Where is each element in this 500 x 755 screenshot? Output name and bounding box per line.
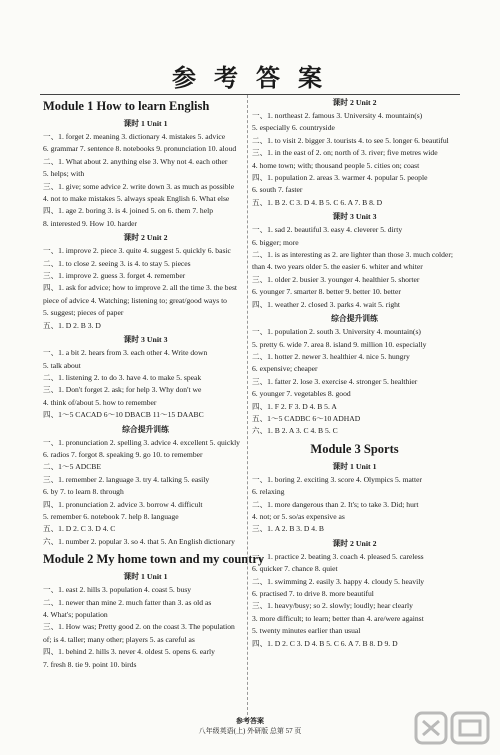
answer-line: 7. fresh 8. tie 9. point 10. birds bbox=[43, 659, 137, 669]
section-heading: 综合提升训练 bbox=[331, 314, 378, 324]
module-heading: Module 3 Sports bbox=[310, 441, 399, 456]
answer-line: 6. by 7. to learn 8. through bbox=[43, 487, 124, 497]
answer-line: 6. radios 7. forgot 8. speaking 9. go 10. to remember bbox=[43, 449, 203, 459]
footer-title: 参考答案 bbox=[236, 717, 264, 725]
section-heading: 综合提升训练 bbox=[122, 424, 169, 434]
answer-line: 6. relaxing bbox=[252, 487, 285, 497]
answer-line: 3. more difficult; to learn; better than 4. are/were against bbox=[252, 613, 424, 623]
section-heading: 课时 1 Unit 1 bbox=[332, 461, 377, 471]
answer-line: of; is 4. taller; many other; players 5. as careful as bbox=[43, 634, 195, 644]
answer-line: 二、1. hotter 2. newer 3. healthier 4. nice 5. hungry bbox=[252, 351, 410, 361]
answer-line: 6. quicker 7. chance 8. quiet bbox=[252, 564, 338, 574]
answer-line: 三、1. give; some advice 2. write down 3. as much as possible bbox=[43, 181, 235, 191]
page-title: 参 考 答 案 bbox=[172, 66, 328, 92]
answer-line: 一、1. a bit 2. hears from 3. each other 4. Write down bbox=[43, 348, 208, 358]
answer-line: 四、1. pronunciation 2. advice 3. borrow 4. difficult bbox=[43, 499, 203, 509]
section-heading: 课时 2 Unit 2 bbox=[332, 98, 377, 107]
answer-line: 四、1. population 2. areas 3. warmer 4. popular 5. people bbox=[252, 173, 428, 183]
answer-line: 一、1. boring 2. exciting 3. score 4. Olympics 5. matter bbox=[252, 474, 422, 484]
answer-line: 三、1. How was; Pretty good 2. on the coast 3. The population bbox=[43, 622, 235, 632]
answer-line: 5. talk about bbox=[43, 360, 81, 370]
answer-line: 四、1. ask for advice; how to improve 2. all the time 3. the best bbox=[43, 283, 238, 293]
answer-line: 一、1. sad 2. beautiful 3. easy 4. cleverer 5. dirty bbox=[252, 225, 403, 235]
answer-line: piece of advice 4. Watching; listening to; great/good ways to bbox=[43, 295, 227, 305]
answer-line: 二、1. swimming 2. easily 3. happy 4. cloudy 5. heavily bbox=[252, 576, 425, 586]
answer-line: 6. expensive; cheaper bbox=[252, 364, 318, 374]
section-heading: 课时 3 Unit 3 bbox=[123, 335, 168, 345]
answer-line: than 4. two years older 5. the easier 6. whiter and whiter bbox=[252, 262, 423, 272]
answer-line: 三、1. in the east of 2. on; north of 3. river; five metres wide bbox=[252, 148, 438, 158]
section-heading: 课时 1 Unit 1 bbox=[123, 572, 168, 582]
left-column bbox=[43, 95, 265, 671]
answer-line: 三、1. improve 2. guess 3. forget 4. remember bbox=[43, 271, 186, 281]
answer-line: 二、1. newer than mine 2. much fatter than 3. as old as bbox=[43, 597, 212, 607]
answer-line: 一、1. improve 2. piece 3. quite 4. suggest 5. quickly 6. basic bbox=[43, 246, 231, 256]
answer-line: 一、1. population 2. south 3. University 4. mountain(s) bbox=[252, 327, 421, 337]
answer-line: 二、1. is as interesting as 2. are lighter than those 3. much colder; bbox=[252, 250, 453, 260]
answer-line: 4. not to make mistakes 5. always speak English 6. What else bbox=[43, 194, 230, 204]
answer-line: 四、1. behind 2. hills 3. never 4. oldest 5. opens 6. early bbox=[43, 647, 215, 657]
section-heading: 课时 3 Unit 3 bbox=[332, 212, 377, 222]
answer-line: 4. not; or 5. so/as expensive as bbox=[252, 511, 345, 521]
answer-line: 6. south 7. faster bbox=[252, 185, 303, 195]
section-heading: 课时 1 Unit 1 bbox=[123, 119, 168, 128]
answer-line: 四、1～5 CACAD 6～10 DBACB 11～15 DAABC bbox=[43, 410, 204, 420]
answer-line: 8. interested 9. How 10. harder bbox=[43, 218, 138, 228]
answer-line: 5. remember 6. notebook 7. help 8. language bbox=[43, 511, 179, 521]
right-column bbox=[252, 95, 457, 650]
answer-line: 6. practised 7. to drive 8. more beautiful bbox=[252, 589, 374, 598]
module-heading: Module 2 My home town and my country bbox=[43, 552, 265, 567]
answer-line: 六、1. B 2. A 3. C 4. B 5. C bbox=[252, 426, 338, 436]
answer-line: 五、1. B 2. C 3. D 4. B 5. C 6. A 7. B 8. D bbox=[252, 197, 383, 207]
answer-line: 二、1. to close 2. seeing 3. is 4. to stay 5. pieces bbox=[43, 258, 191, 268]
answer-line: 二、1. What about 2. anything else 3. Why not 4. each other bbox=[43, 156, 228, 166]
answer-line: 三、1. older 2. busier 3. younger 4. healthier 5. shorter bbox=[252, 274, 420, 284]
answer-line: 6. younger 7. smarter 8. better 9. better 10. better bbox=[252, 287, 401, 297]
answer-line: 6. younger 7. vegetables 8. good bbox=[252, 389, 351, 399]
answer-line: 一、1. practice 2. beating 3. coach 4. pleased 5. careless bbox=[252, 551, 424, 561]
column-divider bbox=[247, 95, 248, 715]
answer-line: 三、1. remember 2. language 3. try 4. talking 5. easily bbox=[43, 474, 210, 484]
module-heading: Module 1 How to learn English bbox=[43, 99, 210, 113]
answer-line: 4. home town; with; thousand people 5. cities on; coast bbox=[252, 160, 420, 170]
answer-line: 三、1. fatter 2. lose 3. exercise 4. stronger 5. healthier bbox=[252, 376, 418, 386]
answer-line: 二、1. to visit 2. bigger 3. tourists 4. to see 5. longer 6. beautiful bbox=[252, 135, 449, 145]
answer-line: 5. twenty minutes earlier than usual bbox=[252, 626, 361, 636]
answer-line: 4. think of/about 5. how to remember bbox=[43, 397, 157, 407]
answer-line: 二、1～5 ADCBE bbox=[43, 462, 102, 472]
answer-line: 四、1. age 2. boring 3. is 4. joined 5. on 6. them 7. help bbox=[43, 206, 213, 216]
answer-line: 一、1. east 2. hills 3. population 4. coast 5. busy bbox=[43, 585, 192, 595]
answer-line: 四、1. D 2. C 3. D 4. B 5. C 6. A 7. B 8. D 9. D bbox=[252, 638, 398, 648]
answer-line: 四、1. F 2. F 3. D 4. B 5. A bbox=[252, 401, 337, 411]
answer-line: 二、1. more dangerous than 2. It's; to take 3. Did; hurt bbox=[252, 499, 419, 509]
answer-line: 一、1. northeast 2. famous 3. University 4. mountain(s) bbox=[252, 111, 423, 120]
footer-subtitle: 八年级英语(上) 外研版 总第 57 页 bbox=[198, 727, 302, 735]
answer-line: 六、1. number 2. popular 3. so 4. that 5. An English dictionary bbox=[43, 536, 235, 546]
answer-line: 5. especially 6. countryside bbox=[252, 123, 335, 133]
answer-line: 6. grammar 7. sentence 8. notebooks 9. pronunciation 10. aloud bbox=[43, 144, 237, 154]
answer-line: 4. What's; population bbox=[43, 610, 108, 619]
answer-line: 一、1. forget 2. meaning 3. dictionary 4. mistakes 5. advice bbox=[43, 132, 226, 141]
answer-line: 四、1. weather 2. closed 3. parks 4. wait 5. right bbox=[252, 299, 401, 309]
answer-line: 三、1. A 2. B 3. D 4. B bbox=[252, 524, 324, 534]
answer-line: 一、1. pronunciation 2. spelling 3. advice 4. excellent 5. quickly bbox=[43, 437, 240, 447]
answer-line: 6. bigger; more bbox=[252, 237, 299, 247]
section-heading: 课时 2 Unit 2 bbox=[332, 538, 377, 548]
section-heading: 课时 2 Unit 2 bbox=[123, 233, 168, 243]
answer-line: 5. helps; with bbox=[43, 169, 85, 179]
answer-site-watermark-icon bbox=[414, 709, 492, 749]
answer-line: 5. pretty 6. wide 7. area 8. island 9. million 10. especially bbox=[252, 339, 427, 349]
answer-line: 三、1. Don't forget 2. ask; for help 3. Why don't we bbox=[43, 385, 202, 395]
answer-line: 五、1. D 2. C 3. D 4. C bbox=[43, 524, 116, 534]
answer-line: 二、1. listening 2. to do 3. have 4. to make 5. speak bbox=[43, 372, 202, 382]
answer-line: 三、1. heavy/busy; so 2. slowly; loudly; hear clearly bbox=[252, 601, 413, 611]
answer-line: 五、1. D 2. B 3. D bbox=[43, 320, 101, 330]
answer-line: 五、1～5 CADBC 6～10 ADHAD bbox=[252, 413, 361, 423]
answer-line: 5. suggest; pieces of paper bbox=[43, 308, 124, 318]
